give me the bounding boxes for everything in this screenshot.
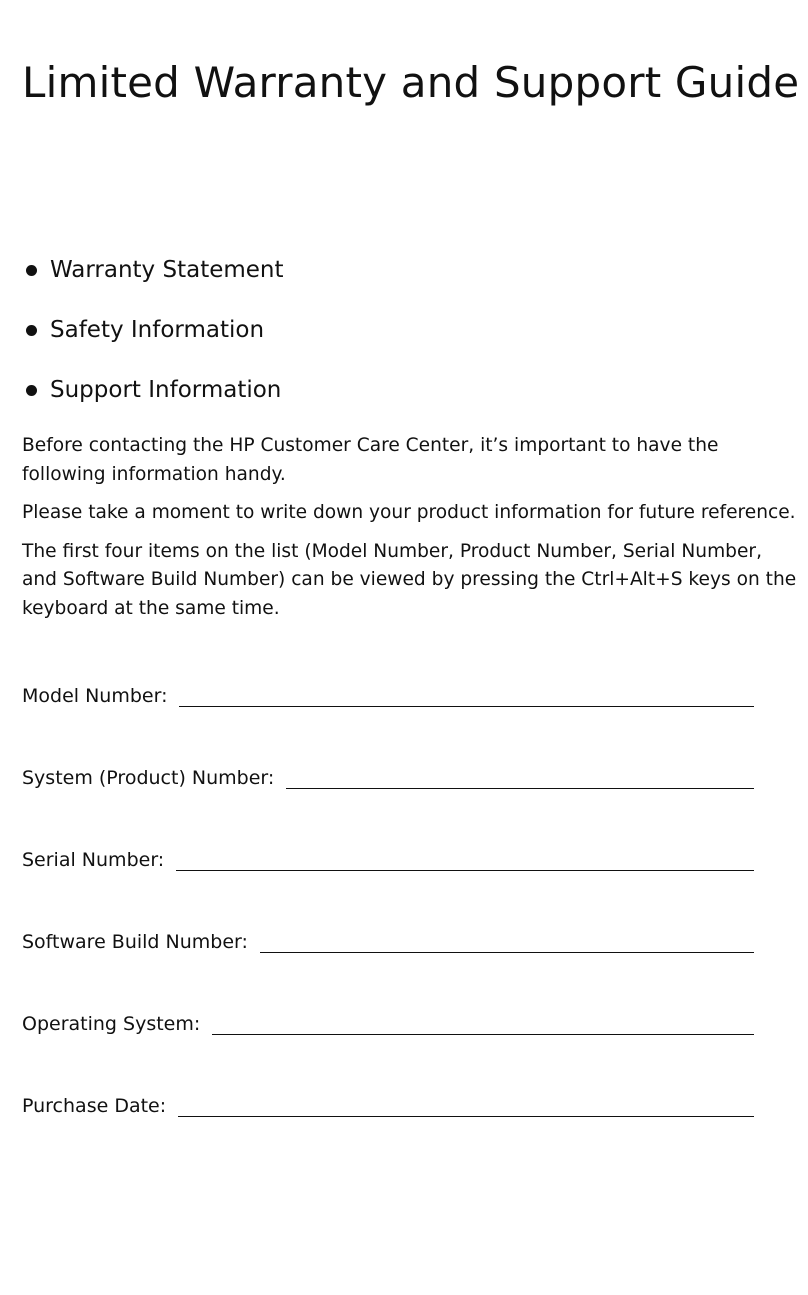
bullet-icon: [26, 265, 37, 276]
list-item: [22, 312, 284, 348]
form-row-operating-system: [22, 1004, 754, 1038]
product-info-form: [22, 676, 754, 1168]
field-label: System (Product) Number:: [22, 767, 275, 789]
paragraph: Before contacting the HP Customer Care Center, it’s important to have the following information handy.: [22, 435, 719, 485]
page-title: Limited Warranty and Support Guide: [22, 58, 800, 107]
bullet-icon: [26, 385, 37, 396]
operating-system-field[interactable]: [212, 1034, 754, 1035]
bullet-label: Safety Information: [50, 317, 265, 343]
purchase-date-field[interactable]: [178, 1116, 754, 1117]
form-row-software-build: [22, 922, 754, 956]
model-number-field[interactable]: [179, 706, 754, 707]
form-row-purchase-date: [22, 1086, 754, 1120]
software-build-field[interactable]: [260, 952, 754, 953]
bullet-label: Support Information: [50, 377, 282, 403]
list-item: [22, 252, 284, 288]
field-label: Model Number:: [22, 685, 168, 707]
bullet-label: Warranty Statement: [50, 257, 284, 283]
form-row-model-number: [22, 676, 754, 710]
paragraph: Please take a moment to write down your product information for future reference.: [22, 502, 796, 523]
field-label: Purchase Date:: [22, 1095, 167, 1117]
serial-number-field[interactable]: [176, 870, 754, 871]
field-label: Software Build Number:: [22, 931, 248, 953]
field-label: Serial Number:: [22, 849, 165, 871]
system-number-field[interactable]: [286, 788, 754, 789]
bullet-list: [22, 252, 284, 432]
form-row-system-number: [22, 758, 754, 792]
list-item: [22, 372, 284, 408]
intro-text: [22, 432, 797, 633]
form-row-serial-number: [22, 840, 754, 874]
bullet-icon: [26, 325, 37, 336]
field-label: Operating System:: [22, 1013, 201, 1035]
paragraph: The first four items on the list (Model Number, Product Number, Serial Number, and Software Build Number) can be viewed by pressing the Ctrl+Alt+S keys on the keyboard at the same time.: [22, 540, 797, 619]
